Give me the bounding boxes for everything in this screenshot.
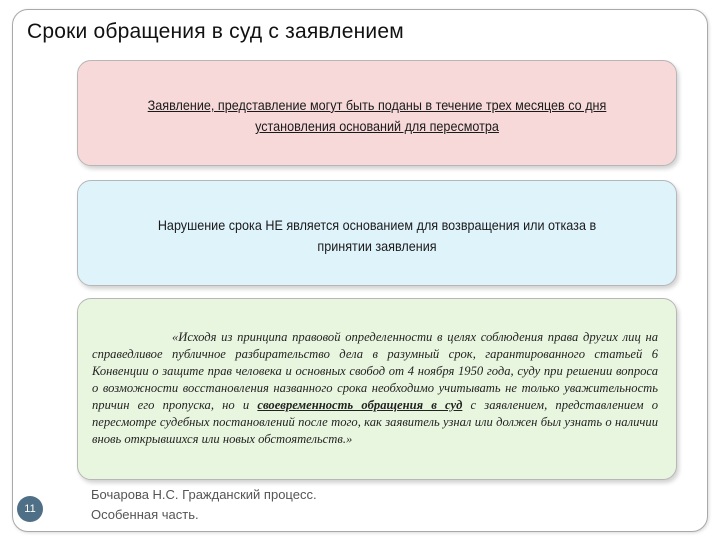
quote-box xyxy=(77,298,677,480)
slide-title: Сроки обращения в суд с заявлением xyxy=(27,20,404,43)
footer-citation xyxy=(91,485,317,525)
page-number-badge: 11 xyxy=(17,496,43,522)
violation-box xyxy=(77,180,677,286)
violation-text: Нарушение срока НЕ является основанием для возвращения или отказа в принятии заявления xyxy=(157,217,597,254)
quote-part-2: с заявлением, представлением о пересмотре судебных постановлений после того, как заявитель узнал или должен был узнать о наличии вновь открывшихся или новых обстоятельств.» xyxy=(92,398,658,446)
footer-line-2: Особенная часть. xyxy=(91,507,199,522)
deadline-text: Заявление, представление могут быть поданы в течение трех месяцев со дня установления оснований для пересмотра xyxy=(147,97,607,134)
deadline-box xyxy=(77,60,677,166)
quote-part-1: «Исходя из принципа правовой определенности в целях соблюдения права других лиц на справедливое публичное разбирательство дела в разумный срок, гарантированного статьей 6 Конвенции о защите прав человека и основных свобод от 4 ноября 1950 года, суду при решении вопроса о возможности восстановления названного срока необходимо учитывать не только уважительность причин его пропуска, но и xyxy=(92,330,658,412)
quote-emphasis: своевременность обращения в суд xyxy=(257,398,463,412)
footer-line-1: Бочарова Н.С. Гражданский процесс. xyxy=(91,487,317,502)
quote-text xyxy=(78,299,676,448)
